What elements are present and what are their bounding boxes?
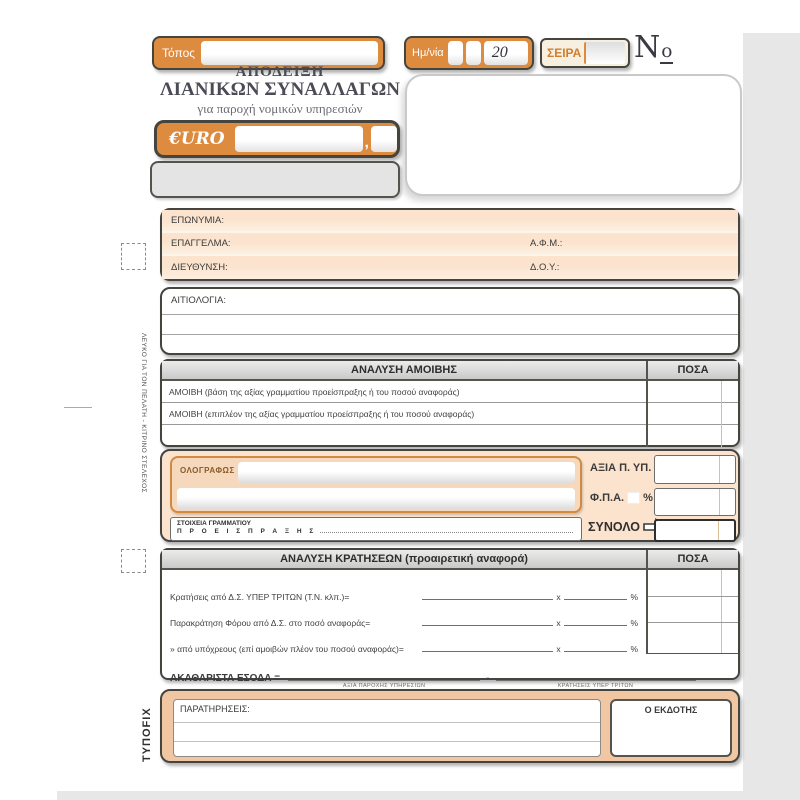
multiply-sign: x (556, 592, 561, 602)
vat-label (590, 492, 653, 504)
customer-profession-label: ΕΠΑΓΓΕΛΜΑ: (171, 238, 231, 249)
total-amount-input[interactable] (654, 519, 736, 542)
title-subtitle: για παροχή νομικών υπηρεσιών (197, 100, 363, 116)
prepayment-slip-label2: Π Ρ Ο Ε Ι Σ Π Ρ Α Ξ Η Σ (177, 528, 317, 535)
vat-text: Φ.Π.Α. (590, 492, 625, 504)
notes-writing-line (174, 722, 600, 723)
deductions-table-body (162, 570, 738, 689)
date-century-prefix: 20 (491, 44, 508, 61)
date-day-input[interactable] (448, 41, 463, 65)
total-label: ΣΥΝΟΛΟ (588, 520, 640, 534)
writing-line[interactable] (288, 672, 480, 689)
fee-table-title: ΑΝΑΛΥΣΗ ΑΜΟΙΒΗΣ (351, 364, 457, 376)
cents-divider (719, 456, 720, 483)
vat-rate-input[interactable] (627, 492, 640, 504)
notes-label: ΠΑΡΑΤΗΡΗΣΕΙΣ: (180, 704, 250, 714)
customer-afm-label: Α.Φ.Μ.: (530, 238, 563, 249)
page-margin-right (743, 33, 800, 800)
customer-address-row[interactable] (162, 256, 738, 279)
printer-brand-logo: ΤΥΠΟFIX (141, 707, 153, 762)
percent-sign: % (630, 618, 639, 628)
euro-label: €URO (169, 129, 225, 149)
date-year-input[interactable] (484, 41, 528, 65)
deduction-row-label: Κρατήσεις από Δ.Σ. ΥΠΕΡ ΤΡΙΤΩΝ (Τ.Ν. κλπ.)= (170, 592, 350, 602)
fee-table-body (162, 381, 738, 447)
deductions-amounts-column[interactable] (646, 570, 738, 654)
customer-doy-label: Δ.Ο.Υ.: (530, 262, 560, 273)
euro-amount-input[interactable] (235, 126, 363, 152)
percent-sign: % (630, 592, 639, 602)
cents-divider (721, 570, 722, 653)
series-field-box (540, 38, 630, 68)
receipt-number-label: No (634, 30, 673, 65)
issuer-label: Ο ΕΚΔΟΤΗΣ (644, 705, 698, 715)
totals-section (160, 449, 740, 542)
fee-analysis-table (160, 359, 740, 447)
reason-label: ΑΙΤΙΟΛΟΓΙΑ: (171, 295, 227, 306)
writing-line[interactable] (564, 592, 628, 600)
deductions-table-title: ΑΝΑΛΥΣΗ ΚΡΑΤΗΣΕΩΝ (προαιρετική αναφορά) (280, 553, 528, 565)
deductions-table-header (162, 550, 738, 570)
service-value-input[interactable] (654, 455, 736, 484)
writing-line[interactable] (422, 644, 554, 652)
amount-in-words-box (170, 456, 582, 513)
series-label: ΣΕΙΡΑ (547, 46, 582, 60)
cents-divider (719, 489, 720, 515)
writing-line[interactable] (564, 644, 628, 652)
vat-amount-input[interactable] (654, 488, 736, 516)
title-line1: ΑΠΟΔΕΙΞΗ (235, 64, 325, 80)
customer-section (160, 208, 740, 281)
form-title (155, 65, 405, 115)
deduction-row-label: Παρακράτηση Φόρου από Δ.Σ. στο ποσό αναφοράς= (170, 618, 371, 628)
punch-mark (121, 243, 146, 270)
deduction-row-label: » από υπόχρεους (επί αμοιβών πλέον του ποσού αναφοράς)= (170, 644, 404, 654)
amount-row-line (648, 596, 738, 597)
deductions-table (160, 548, 740, 689)
cents-divider (721, 381, 722, 447)
fee-amounts-header: ΠΟΣΑ (646, 361, 738, 379)
blank-gray-box (150, 161, 400, 198)
notes-writing-line (174, 741, 600, 742)
minus-sign: - (486, 673, 490, 684)
table-row[interactable] (170, 592, 638, 602)
place-input[interactable] (201, 41, 378, 65)
euro-decimal-comma: , (364, 133, 369, 151)
cents-divider (718, 521, 719, 540)
customer-name-label: ΕΠΩΝΥΜΙΑ: (171, 215, 225, 226)
gross-note-services: ΑΞΙΑ ΠΑΡΟΧΗΣ ΥΠΗΡΕΣΙΩΝ (342, 683, 426, 689)
issuer-signature-box[interactable] (610, 699, 732, 757)
multiply-sign: x (556, 644, 561, 654)
writing-line[interactable] (422, 618, 554, 626)
reason-writing-line (162, 334, 738, 335)
euro-cents-input[interactable] (371, 126, 397, 152)
blank-sheet-area (405, 74, 742, 196)
table-row[interactable] (170, 618, 638, 628)
amount-row-line (648, 622, 738, 623)
date-field-box (404, 36, 534, 70)
fee-row-label: ΑΜΟΙΒΗ (επιπλέον της αξίας γραμματίου προείσπραξης ή του ποσού αναφοράς) (169, 408, 475, 419)
gross-income-row (170, 672, 696, 689)
punch-mark (121, 549, 146, 573)
customer-name-row[interactable] (162, 210, 738, 233)
date-label: Ημ/νία (412, 47, 444, 59)
fee-table-header (162, 361, 738, 381)
writing-line[interactable] (564, 618, 628, 626)
gross-note-deductions: ΚΡΑΤΗΣΕΙΣ ΥΠΕΡ ΤΡΙΤΩΝ (557, 683, 634, 689)
multiply-sign: x (556, 618, 561, 628)
notes-box[interactable] (173, 699, 601, 757)
deductions-amounts-header: ΠΟΣΑ (646, 550, 738, 568)
gross-income-label: ΑΚΑΘΑΡΙΣΤΑ ΕΣΟΔΑ = (170, 673, 281, 684)
customer-address-label: ΔΙΕΥΘΥΝΣΗ: (171, 262, 228, 273)
percent-sign: % (630, 644, 639, 654)
page-margin-bottom (57, 791, 743, 800)
fold-tick-mark (64, 407, 92, 408)
writing-line[interactable] (496, 672, 696, 689)
footer-section (160, 689, 740, 763)
amount-in-words-label: ΟΛΟΓΡΑΦΩΣ (180, 466, 235, 475)
table-row[interactable] (170, 644, 638, 654)
title-line2: ΛΙΑΝΙΚΩΝ ΣΥΝΑΛΛΑΓΩΝ (160, 79, 400, 101)
series-input[interactable] (584, 42, 625, 64)
prepayment-slip-label1: ΣΤΟΙΧΕΙΑ ΓΡΑΜΜΑΤΙΟΥ (177, 520, 252, 527)
date-month-input[interactable] (466, 41, 481, 65)
euro-amount-box (154, 120, 400, 158)
amount-in-words-input[interactable] (238, 462, 575, 483)
customer-profession-row[interactable] (162, 233, 738, 256)
reason-section[interactable] (160, 287, 740, 355)
vat-percent-sign: % (643, 492, 653, 504)
dotted-line (320, 532, 573, 533)
amount-in-words-input[interactable] (177, 488, 575, 509)
fee-amounts-column[interactable] (646, 381, 738, 447)
reason-writing-line (162, 314, 738, 315)
service-value-label: ΑΞΙΑ Π. ΥΠ. (590, 462, 652, 474)
fee-row-label: ΑΜΟΙΒΗ (βάση της αξίας γραμματίου προείσπραξης ή του ποσού αναφοράς) (169, 386, 460, 397)
prepayment-slip-box[interactable] (170, 517, 582, 541)
copy-color-note: ΛΕΥΚΟ ΓΙΑ ΤΟΝ ΠΕΛΑΤΗ - ΚΙΤΡΙΝΟ ΣΤΕΛΕΧΟΣ (140, 333, 147, 493)
place-label: Τόπος (162, 46, 196, 60)
writing-line[interactable] (422, 592, 554, 600)
